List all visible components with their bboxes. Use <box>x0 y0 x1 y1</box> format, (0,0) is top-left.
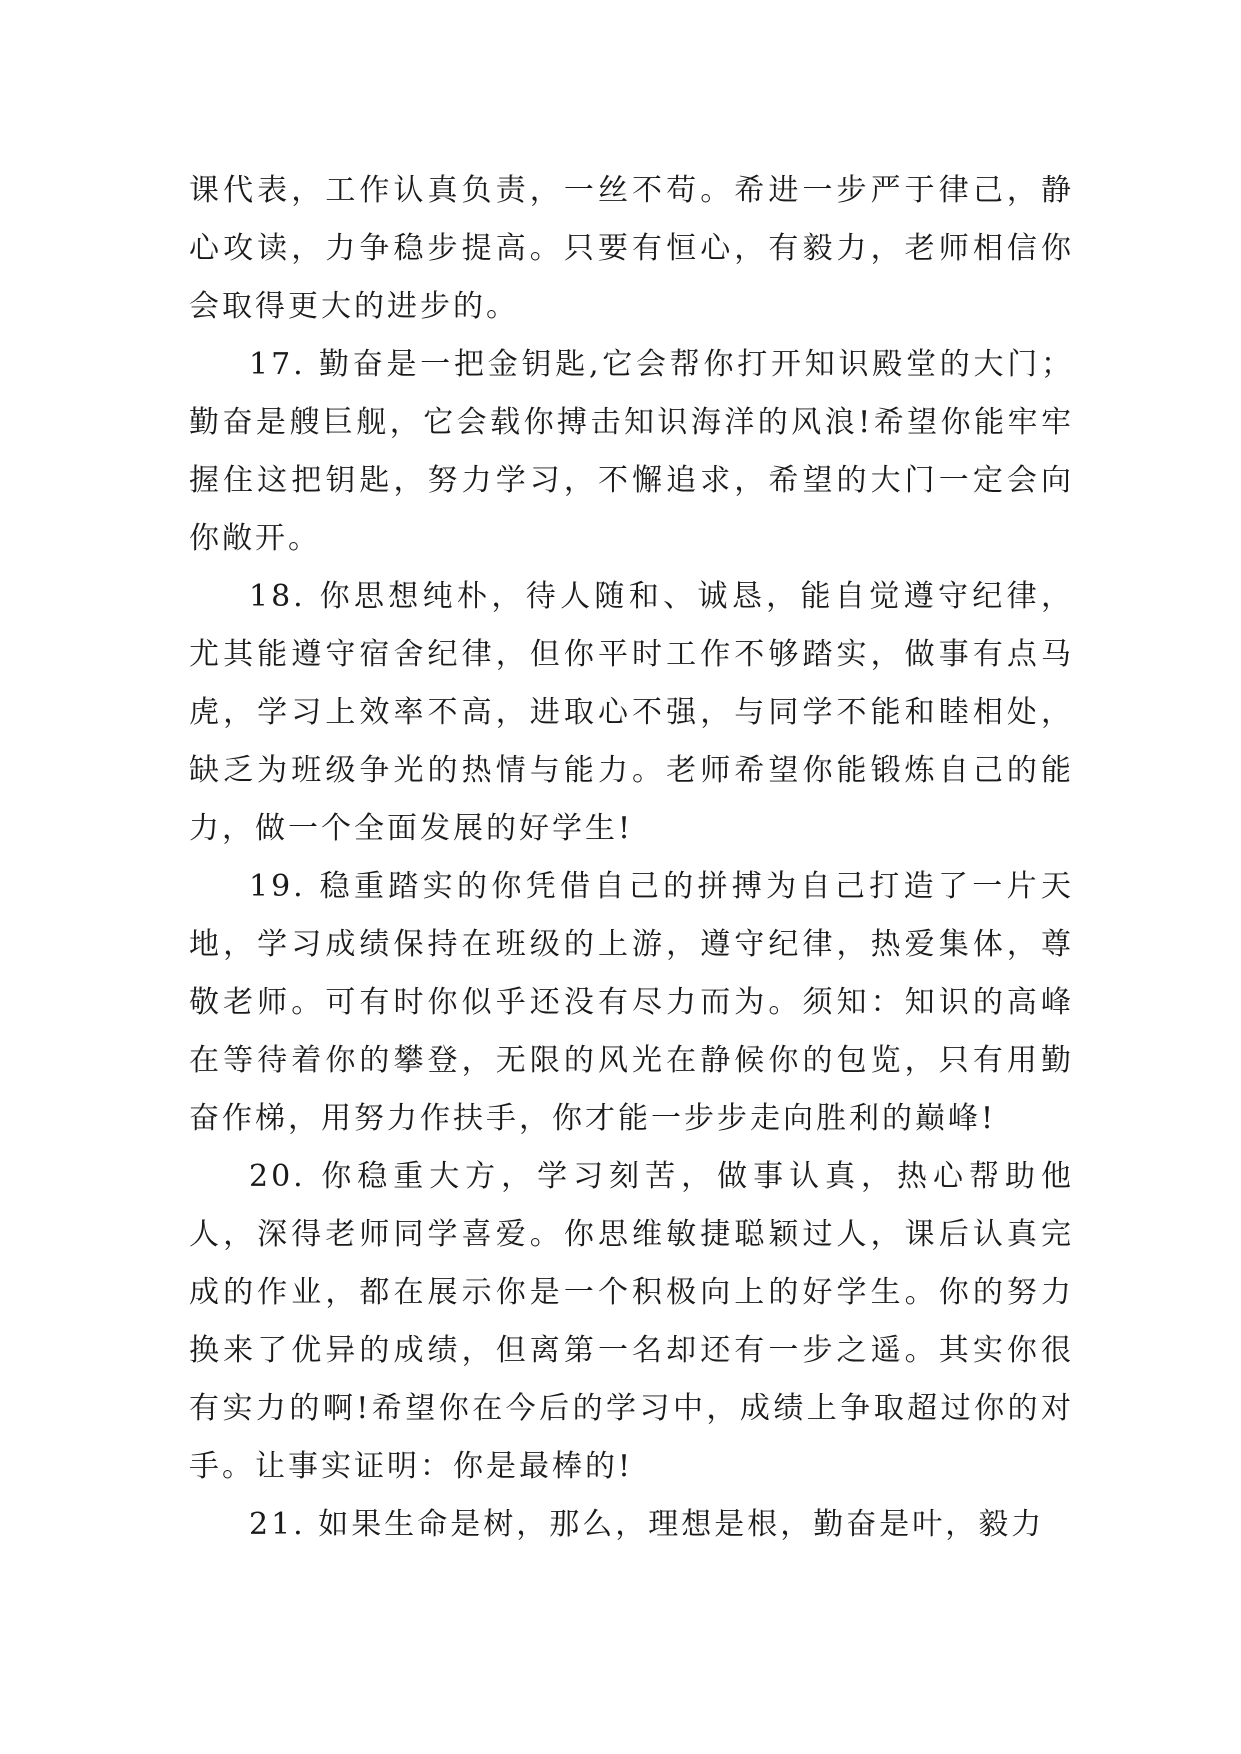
paragraph-19: 19. 稳重踏实的你凭借自己的拼搏为自己打造了一片天地，学习成绩保持在班级的上游，遵守纪律，热爱集体，尊敬老师。可有时你似乎还没有尽力而为。须知：知识的高峰在等待着你的攀登，无限的风光在静候你的包览，只有用勤奋作梯，用努力作扶手，你才能一步步走向胜利的巅峰! <box>189 869 1074 1136</box>
paragraph-continuation: 课代表，工作认真负责，一丝不苟。希进一步严于律己，静心攻读，力争稳步提高。只要有恒心，有毅力，老师相信你会取得更大的进步的。 <box>189 173 1074 324</box>
paragraph-20: 20. 你稳重大方，学习刻苦，做事认真，热心帮助他人，深得老师同学喜爱。你思维敏捷聪颖过人，课后认真完成的作业，都在展示你是一个积极向上的好学生。你的努力换来了优异的成绩，但离第一名却还有一步之遥。其实你很有实力的啊!希望你在今后的学习中，成绩上争取超过你的对手。让事实证明：你是最棒的! <box>189 1159 1074 1484</box>
paragraph-18: 18. 你思想纯朴，待人随和、诚恳，能自觉遵守纪律，尤其能遵守宿舍纪律，但你平时工作不够踏实，做事有点马虎，学习上效率不高，进取心不强，与同学不能和睦相处，缺乏为班级争光的热情与能力。老师希望你能锻炼自己的能力，做一个全面发展的好学生! <box>189 579 1074 846</box>
document-body <box>189 162 1074 1554</box>
paragraph-17: 17. 勤奋是一把金钥匙,它会帮你打开知识殿堂的大门；勤奋是艘巨舰，它会载你搏击知识海洋的风浪!希望你能牢牢握住这把钥匙，努力学习，不懈追求，希望的大门一定会向你敞开。 <box>189 347 1074 556</box>
paragraph-21: 21. 如果生命是树，那么，理想是根，勤奋是叶，毅力 <box>249 1507 1045 1542</box>
